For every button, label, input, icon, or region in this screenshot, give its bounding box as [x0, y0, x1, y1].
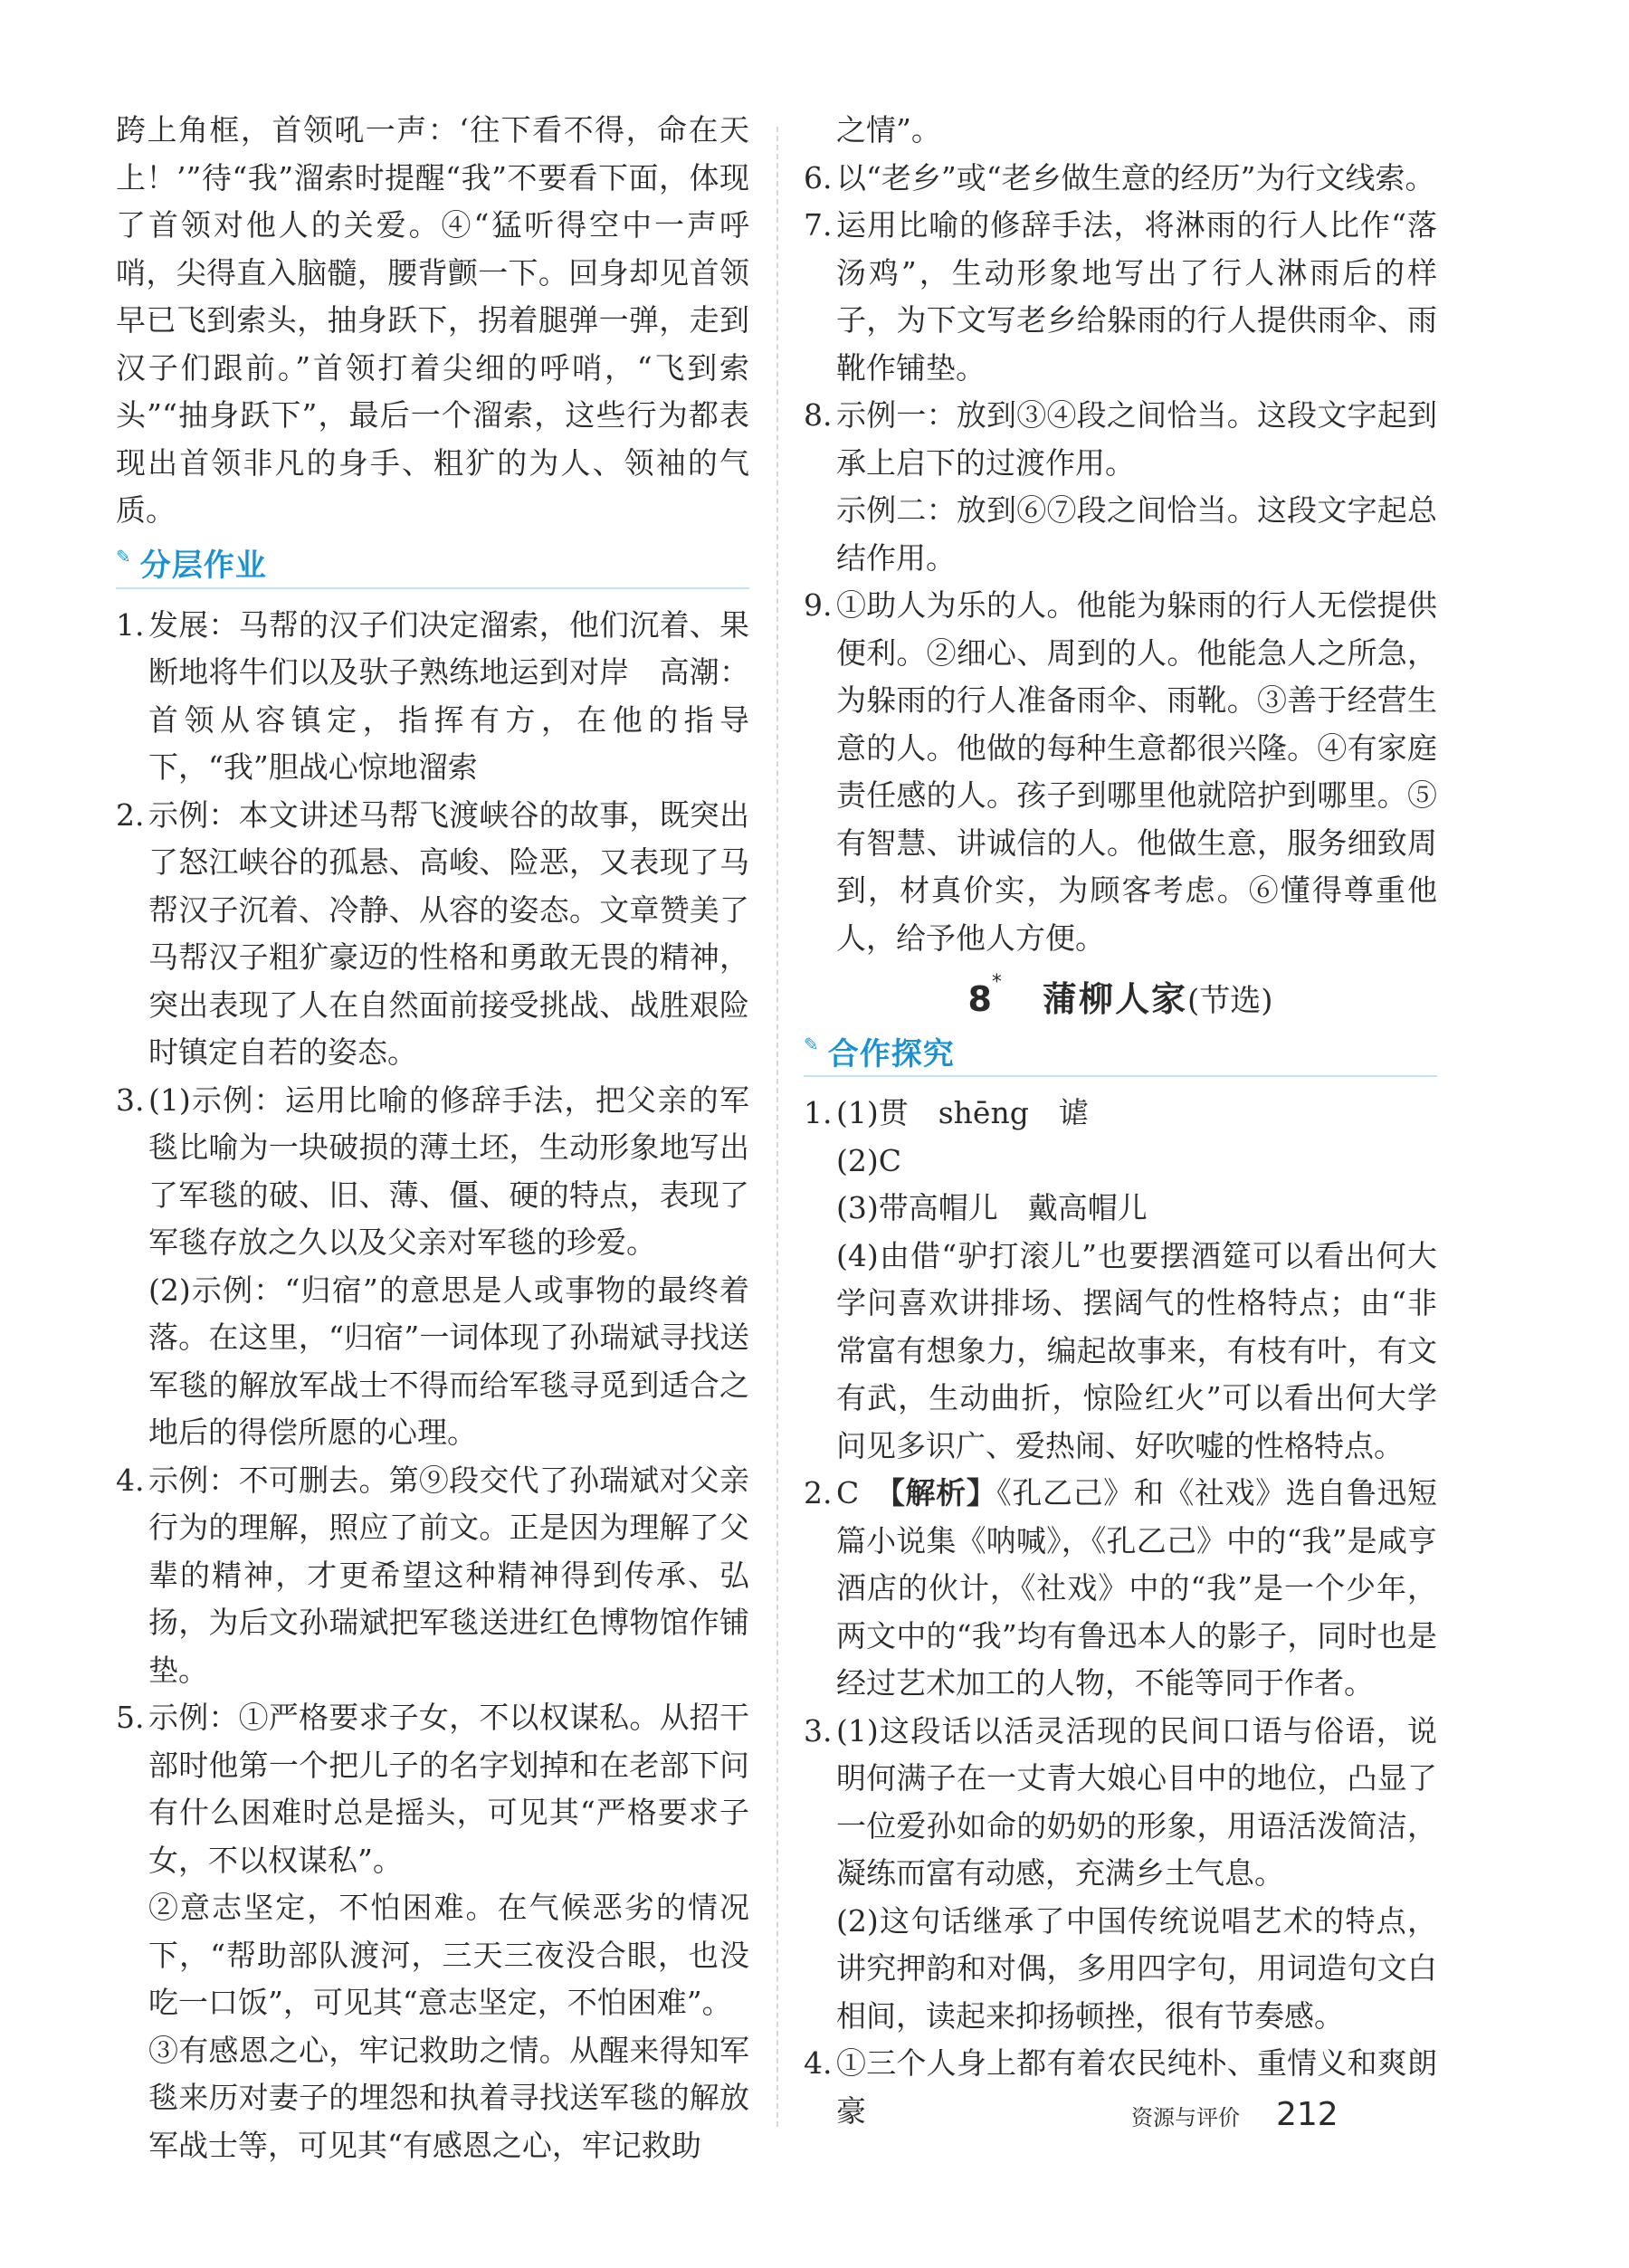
answer-line: ①三个人身上都有着农民纯朴、重情义和爽朗豪	[836, 2045, 1437, 2129]
answer-line: (1)这段话以活灵活现的民间口语与俗语，说明何满子在一丈青大娘心目中的地位，凸显了一位爱孙如命的奶奶的形象，用语活泼简洁，凝练而富有动感，充满乡土气息。	[836, 1712, 1437, 1891]
answer-item	[116, 602, 749, 792]
item-number: 2.	[804, 1475, 833, 1510]
item-number: 1.	[804, 1095, 833, 1130]
item-number: 2.	[116, 796, 145, 833]
column-divider	[776, 127, 778, 2127]
section-header-cooperative-inquiry	[804, 1026, 1437, 1077]
answer-line: (2)示例：“归宿”的意思是人或事物的最终着落。在这里，“归宿”一词体现了孙瑞斌寻找送军毯的解放军战士不得而给军毯寻觅到适合之地后的得偿所愿的心理。	[148, 1272, 749, 1450]
item-number: 1.	[116, 606, 145, 643]
answer-item-2	[804, 1470, 1437, 1708]
section-title: 分层作业	[139, 548, 267, 584]
item-number: 7.	[804, 207, 833, 243]
item-number: 5.	[116, 1700, 145, 1735]
answer-line: 示例：本文讲述马帮飞渡峡谷的故事，既突出了怒江峡谷的孤悬、高峻、险恶，又表现了马帮汉子沉着、冷静、从容的姿态。文章赞美了马帮汉子粗犷豪迈的性格和勇敢无畏的精神，突出表现了人在自然面前接受挑战、战胜艰险时镇定自若的姿态。	[148, 796, 749, 1070]
analysis-tag: 【解析】	[890, 1475, 997, 1510]
left-column	[116, 107, 749, 2169]
answer-line: (2)C	[836, 1142, 901, 1178]
lesson-star: *	[991, 971, 1002, 994]
answer-line: (1)贯 shēng 谑	[836, 1095, 1089, 1130]
item-number: 6.	[804, 159, 833, 195]
lesson-number: 8	[967, 979, 992, 1019]
item-number: 9.	[804, 587, 833, 623]
answer-line: 示例一：放到③④段之间恰当。这段文字起到承上启下的过渡作用。	[836, 397, 1437, 481]
answer-line: 示例二：放到⑥⑦段之间恰当。这段文字起总结作用。	[836, 492, 1437, 576]
section-title: 合作探究	[827, 1035, 955, 1072]
item-number: 4.	[116, 1462, 145, 1498]
intro-paragraph: 跨上角框，首领吼一声：‘往下看不得，命在天上！’”待“我”溜索时提醒“我”不要看下面，体现了首领对他人的关爱。④“猛听得空中一声呼哨，尖得直入脑髓，腰背颤一下。回身却见首领早已飞到索头，抽身跃下，拐着腿弹一弹，走到汉子们跟前。”首领打着尖细的呼哨，“飞到索头”“抽身跃下”，最后一个溜索，这些行为都表现出首领非凡的身手、粗犷的为人、领袖的气质。	[116, 112, 749, 528]
answer-item	[116, 792, 749, 1077]
page-footer	[1131, 2096, 1338, 2133]
answer-item	[804, 155, 1437, 203]
answer-line: 运用比喻的修辞手法，将淋雨的行人比作“落汤鸡”，生动形象地写出了行人淋雨后的样子，为下文写老乡给躲雨的行人提供雨伞、雨靴作铺垫。	[836, 207, 1437, 386]
answer-line: (4)由借“驴打滚儿”也要摆酒筵可以看出何大学问喜欢讲排场、摆阔气的性格特点；由“非常富有想象力，编起故事来，有枝有叶，有文有武，生动曲折，惊险红火”可以看出何大学问见多识广、爱热闹、好吹嘘的性格特点。	[836, 1237, 1437, 1463]
answer-line: ②意志坚定，不怕困难。在气候恶劣的情况下，“帮助部队渡河，三天三夜没合眼，也没吃一口饭”，可见其“意志坚定，不怕困难”。	[148, 1890, 749, 2020]
right-answer-list	[804, 155, 1437, 963]
right-column	[804, 107, 1437, 2135]
answer-line: ①助人为乐的人。他能为躲雨的行人无偿提供便利。②细心、周到的人。他能急人之所急，为躲雨的行人准备雨伞、雨靴。③善于经营生意的人。他做的每种生意都很兴隆。④有家庭责任感的人。孩子到哪里他就陪护到哪里。⑤有智慧、讲诚信的人。他做生意，服务细致周到，材真价实，为顾客考虑。⑥懂得尊重他人，给予他人方便。	[836, 587, 1437, 956]
left-answer-list	[116, 602, 749, 2170]
item-number: 3.	[116, 1082, 145, 1118]
lesson-title: 蒲柳人家	[1043, 979, 1188, 1019]
answer-item	[116, 1694, 749, 2169]
answer-item-3	[804, 1708, 1437, 2041]
answer-item-1	[804, 1090, 1437, 1470]
item-number: 8.	[804, 397, 833, 433]
answer-line: (1)示例：运用比喻的修辞手法，把父亲的军毯比喻为一块破损的薄土坯，生动形象地写出了军毯的破、旧、薄、僵、硬的特点，表现了军毯存放之久以及父亲对军毯的珍爱。	[148, 1082, 749, 1260]
answer-item	[804, 202, 1437, 392]
answer-choice: C	[836, 1475, 891, 1510]
answer-item	[804, 392, 1437, 582]
section-header-layered-homework	[116, 538, 749, 589]
answer-item	[804, 582, 1437, 962]
answer-item-4	[804, 2040, 1437, 2135]
answer-line: (2)这句话继承了中国传统说唱艺术的特点，讲究押韵和对偶，多用四字句，用词造句文白相间，读起来抑扬顿挫，很有节奏感。	[836, 1902, 1437, 2034]
lesson-subtitle: (节选)	[1187, 983, 1273, 1019]
answer-line: 发展：马帮的汉子们决定溜索，他们沉着、果断地将牛们以及驮子熟练地运到对岸 高潮：首领从容镇定，指挥有方，在他的指导下，“我”胆战心惊地溜索	[148, 606, 749, 785]
item-number: 3.	[804, 1712, 833, 1749]
page-number: 212	[1276, 2096, 1338, 2133]
answer-line: ③有感恩之心，牢记救助之情。从醒来得知军毯来历对妻子的埋怨和执着寻找送军毯的解放军战士等，可见其“有感恩之心，牢记救助	[148, 2032, 749, 2163]
answer-line: 示例：不可删去。第⑨段交代了孙瑞斌对父亲行为的理解，照应了前文。正是因为理解了父辈的精神，才更希望这种精神得到传承、弘扬，为后文孙瑞斌把军毯送进红色博物馆作铺垫。	[148, 1462, 749, 1688]
analysis-text: 《孔乙己》和《社戏》选自鲁迅短篇小说集《呐喊》，《孔乙己》中的“我”是咸亨酒店的伙计，《社戏》中的“我”是一个少年，两文中的“我”均有鲁迅本人的影子，同时也是经过艺术加工的人物，不能等同于作者。	[836, 1475, 1438, 1701]
answer-line: 示例：①严格要求子女，不以权谋私。从招干部时他第一个把儿子的名字划掉和在老部下问有什么困难时总是摇头，可见其“严格要求子女，不以权谋私”。	[148, 1700, 749, 1878]
answer-line: (3)带高帽儿 戴高帽儿	[836, 1190, 1148, 1225]
section-mark-icon: ✎	[116, 545, 131, 567]
section-mark-icon: ✎	[804, 1034, 819, 1055]
answer-line: 以“老乡”或“老乡做生意的经历”为行文线索。	[836, 159, 1435, 195]
answer-line	[836, 1470, 1437, 1708]
answer-item	[116, 1457, 749, 1695]
footer-source: 资源与评价	[1131, 2105, 1240, 2130]
continued-text: 之情”。	[836, 112, 941, 148]
lesson-heading	[804, 971, 1437, 1021]
answer-item	[116, 1077, 749, 1457]
item-number: 4.	[804, 2045, 833, 2081]
